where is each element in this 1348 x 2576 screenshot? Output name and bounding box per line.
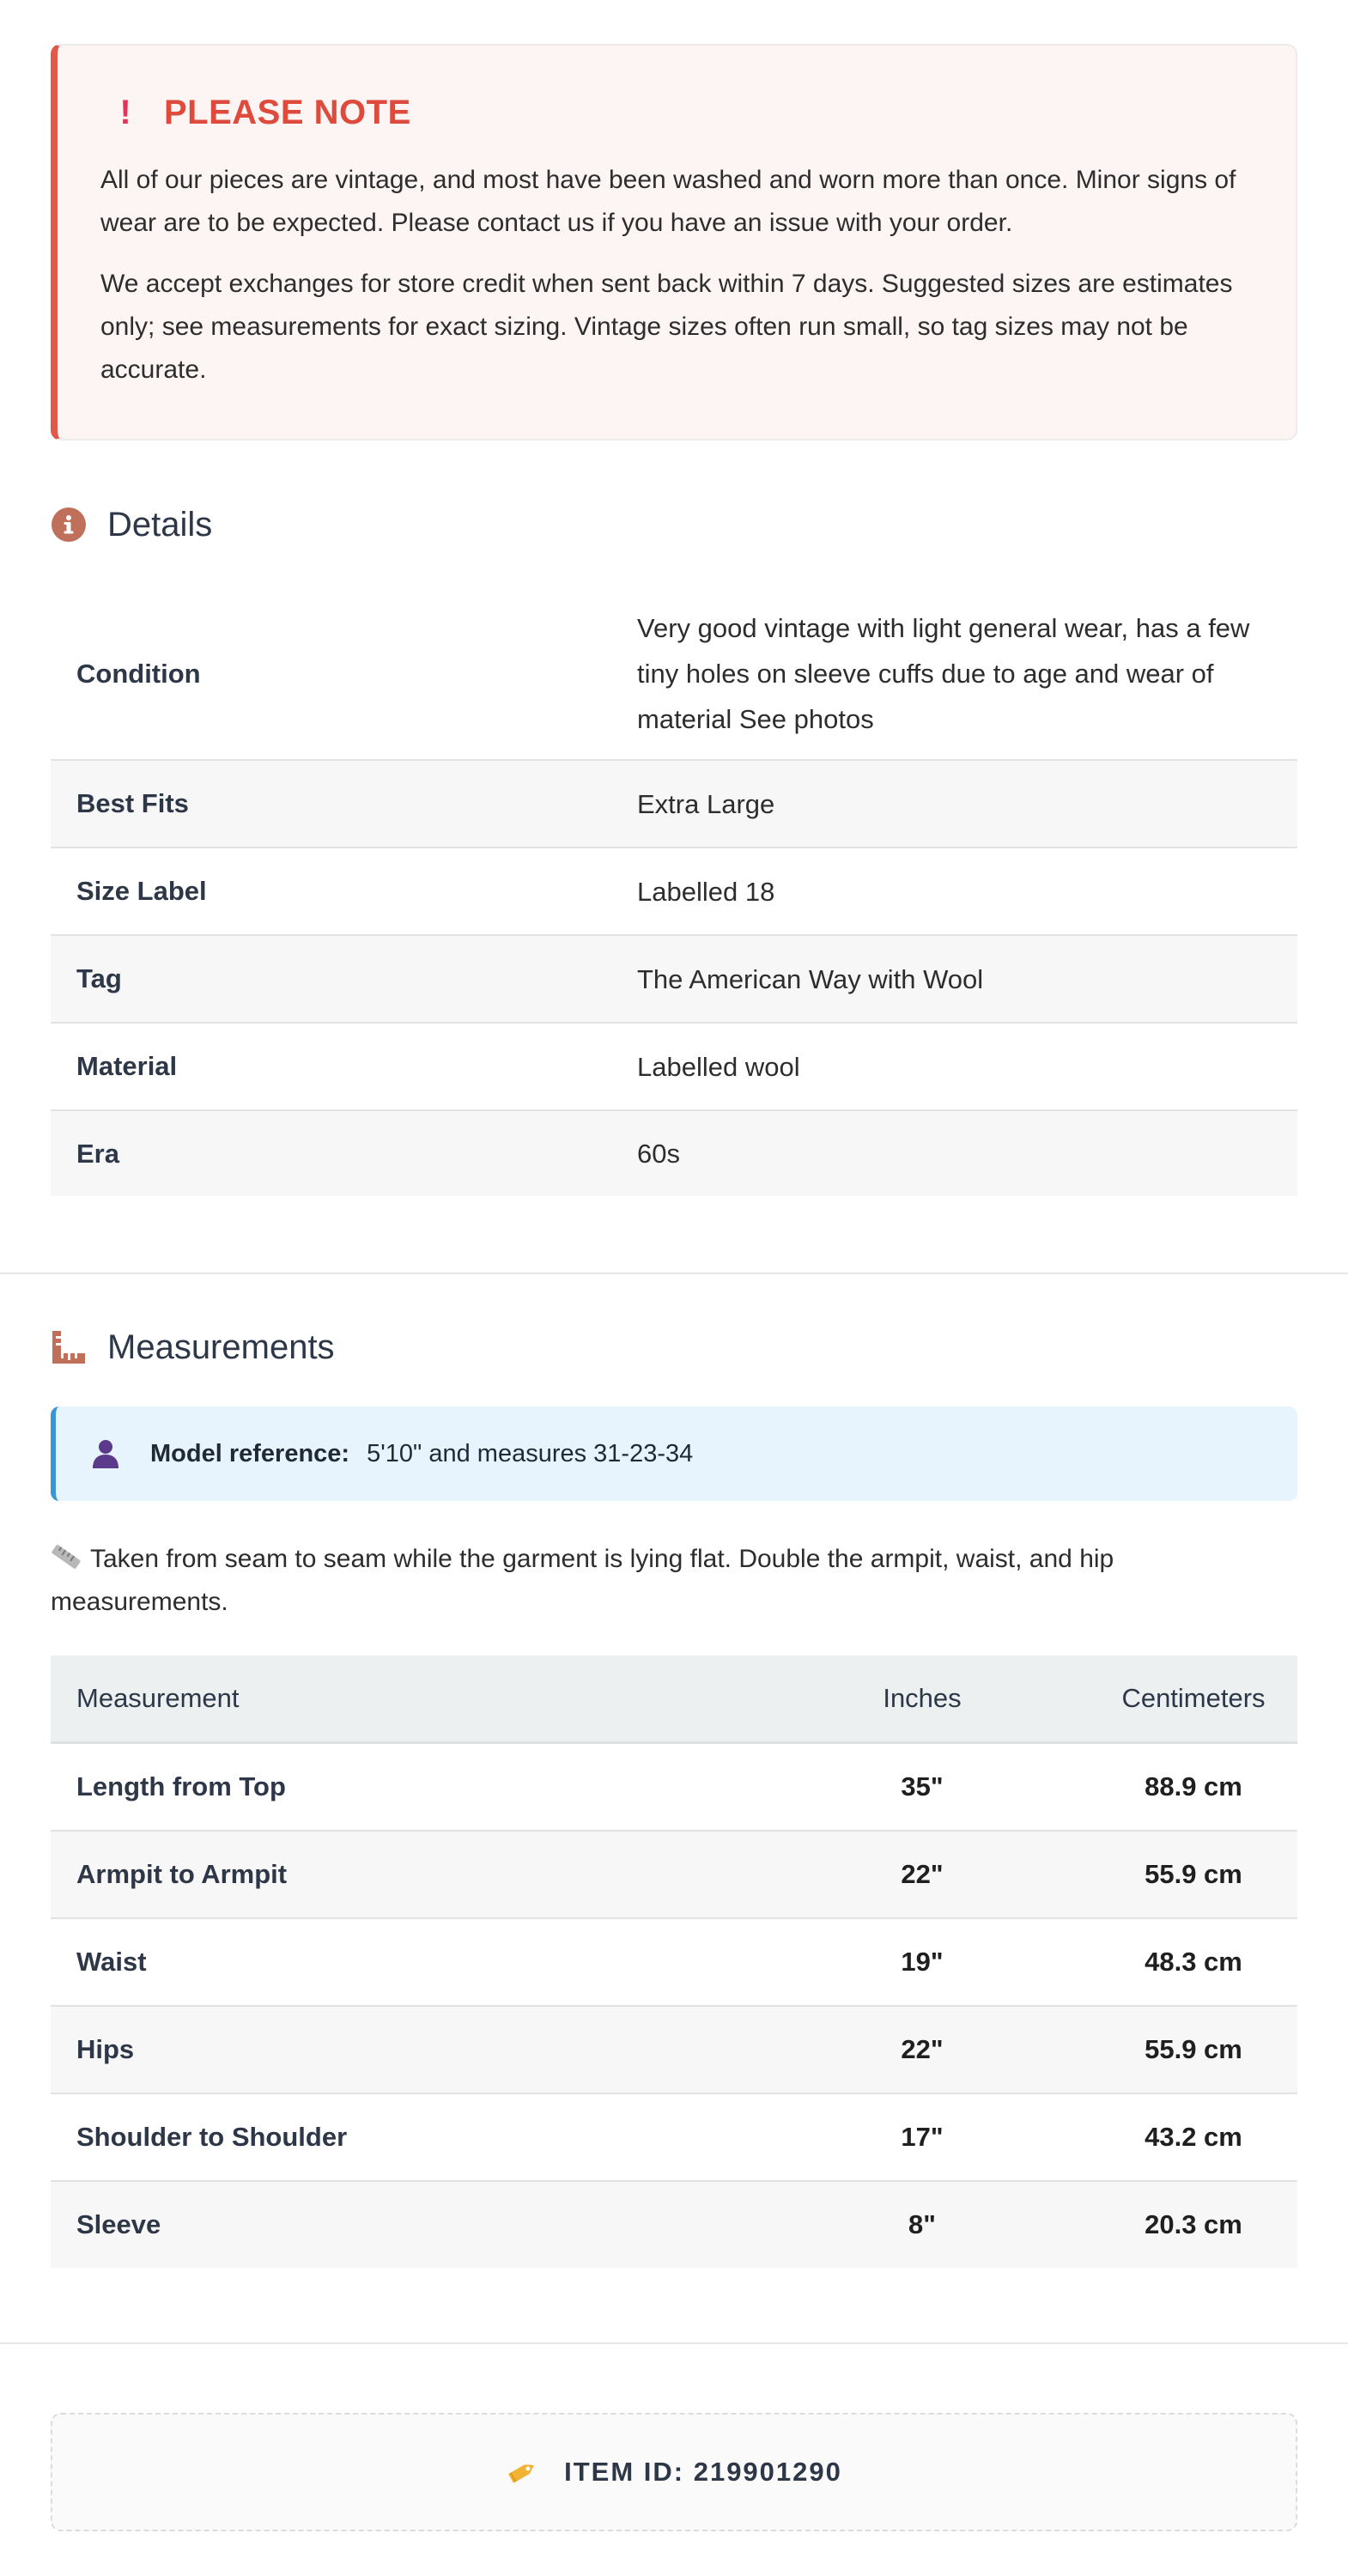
notice-title: PLEASE NOTE [164,93,411,131]
notice-header [100,90,1253,135]
measurement-cm: 55.9 cm [1090,1831,1297,1918]
notice-paragraph-condition: All of our pieces are vintage, and most have been washed and worn more than once. Minor signs of wear are to be expected. Please contact us if you have an issue with your order. [100,166,1236,237]
model-reference-box [51,1406,1297,1501]
measurements-title: Measurements [107,1327,335,1366]
measurement-note-text: Taken from seam to seam while the garment is lying flat. Double the armpit, waist, and hip measurements. [51,1545,1114,1616]
measurement-cm: 20.3 cm [1090,2181,1297,2268]
details-table [51,588,1297,1196]
details-label: Size Label [51,848,611,935]
table-row [51,1831,1297,1918]
details-section-header [51,499,212,550]
measurement-cm: 48.3 cm [1090,1918,1297,2006]
person-icon [90,1438,121,1469]
details-value: Very good vintage with light general wear, has a few tiny holes on sleeve cuffs due to age and wear of material See photos [611,588,1297,760]
column-header-inches: Inches [755,1656,1090,1743]
measurement-inches: 17" [755,2093,1090,2181]
ruler-icon [51,1329,87,1365]
details-row [51,848,1297,935]
measurement-name: Shoulder to Shoulder [51,2093,755,2181]
measurement-note [51,1538,1297,1624]
details-label: Tag [51,935,611,1023]
details-row [51,588,1297,760]
details-row [51,935,1297,1023]
details-label: Best Fits [51,760,611,848]
details-row [51,760,1297,848]
model-reference-label: Model reference: [150,1439,350,1467]
measurement-inches: 19" [755,1918,1090,2006]
measurement-name: Hips [51,2006,755,2093]
straight-ruler-icon [51,1543,82,1571]
details-label: Era [51,1110,611,1196]
details-label: Material [51,1023,611,1110]
measurement-name: Armpit to Armpit [51,1831,755,1918]
details-label: Condition [51,588,611,760]
exclamation-icon: ! [119,94,131,131]
tag-icon [506,2456,538,2488]
table-row [51,2181,1297,2268]
measurement-inches: 22" [755,2006,1090,2093]
measurement-name: Length from Top [51,1743,755,1832]
model-reference-value: 5'10" and measures 31-23-34 [367,1439,694,1467]
measurement-name: Sleeve [51,2181,755,2268]
details-value: The American Way with Wool [611,935,1297,1023]
table-row [51,1743,1297,1832]
column-header-centimeters: Centimeters [1090,1656,1297,1743]
measurement-cm: 43.2 cm [1090,2093,1297,2181]
section-divider [0,1273,1348,1274]
measurement-inches: 8" [755,2181,1090,2268]
details-title: Details [107,505,213,544]
info-circle-icon [51,507,87,543]
details-row [51,1023,1297,1110]
details-value: Labelled wool [611,1023,1297,1110]
table-row [51,2006,1297,2093]
please-note-notice [51,44,1297,440]
measurement-cm: 55.9 cm [1090,2006,1297,2093]
column-header-measurement: Measurement [51,1656,755,1743]
details-value: Extra Large [611,760,1297,848]
item-id-box [51,2413,1297,2531]
details-value: Labelled 18 [611,848,1297,935]
details-value: 60s [611,1110,1297,1196]
table-row [51,1918,1297,2006]
measurements-header-row [51,1656,1297,1743]
measurement-inches: 35" [755,1743,1090,1832]
details-row [51,1110,1297,1196]
measurements-section-header [51,1321,335,1373]
item-id-text: ITEM ID: 219901290 [564,2457,842,2487]
table-row [51,2093,1297,2181]
notice-paragraph-exchanges: We accept exchanges for store credit when sent back within 7 days. Suggested sizes are estimates only; see measurements for exact sizing. Vintage sizes often run small, so tag sizes may not be accurate. [100,270,1233,384]
measurement-inches: 22" [755,1831,1090,1918]
measurement-name: Waist [51,1918,755,2006]
section-divider [0,2342,1348,2344]
measurements-table [51,1656,1297,2268]
measurement-cm: 88.9 cm [1090,1743,1297,1832]
